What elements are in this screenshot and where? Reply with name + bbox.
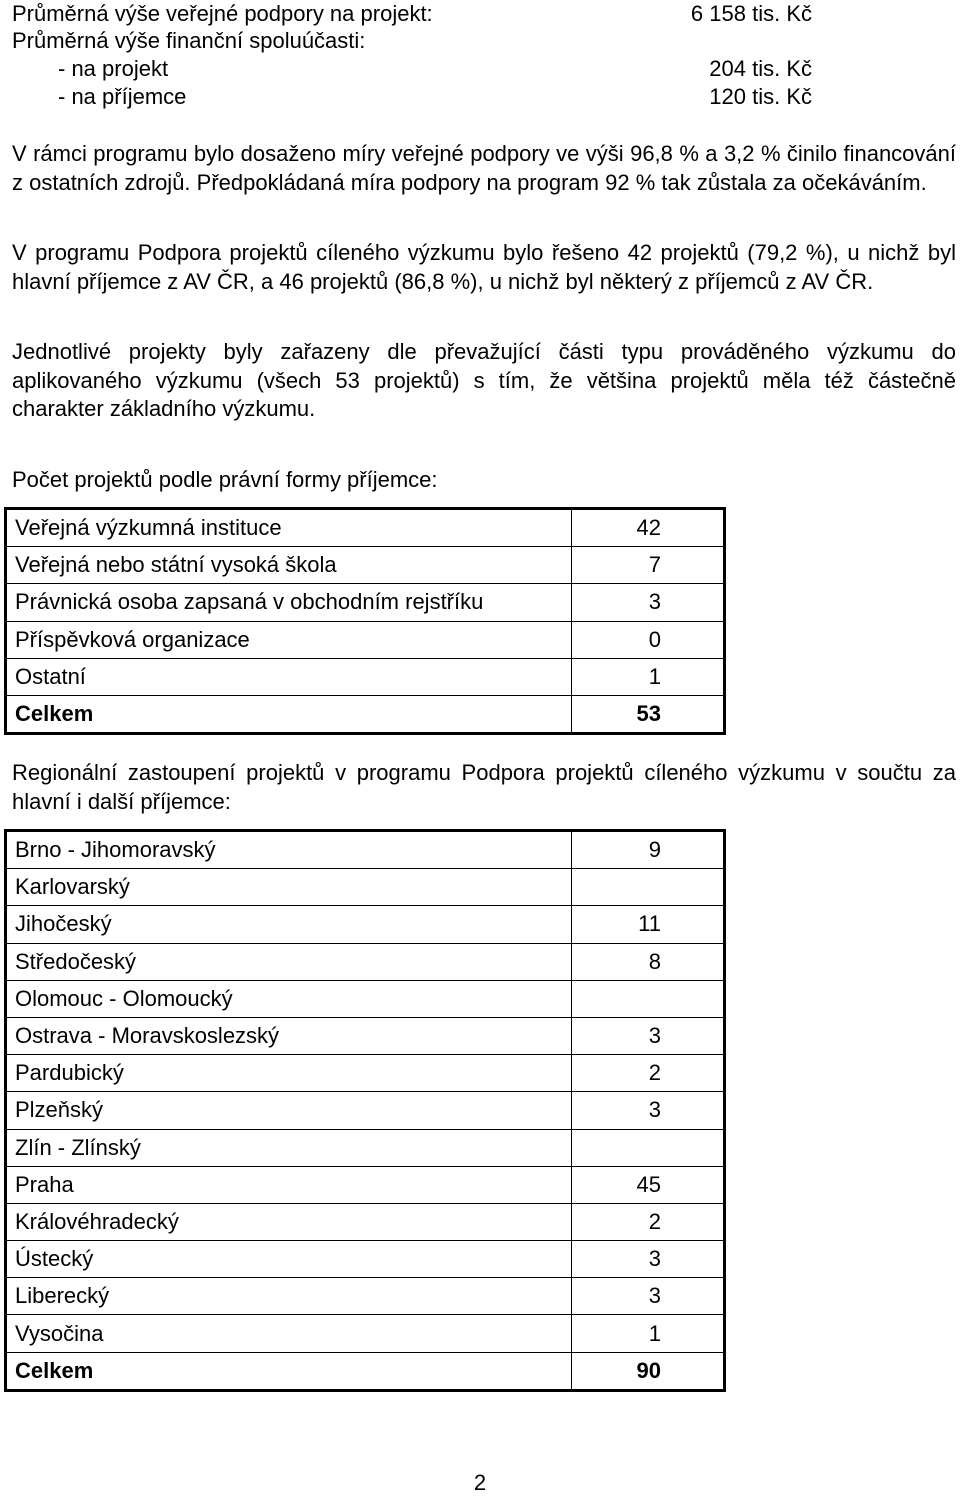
legal-form-table xyxy=(4,507,726,735)
paragraph-support-rate: V rámci programu bylo dosaženo míry veřejné podpory ve výši 96,8 % a 3,2 % činilo financování z ostatních zdrojů. Předpokládaná míra podpory na program 92 % tak zůstala za očekáváním. xyxy=(12,141,956,195)
table-row xyxy=(6,831,725,869)
paragraph-research-type: Jednotlivé projekty byly zařazeny dle převažující části typu prováděného výzkumu do aplikovaného výzkumu (všech 53 projektů) s tím, že většina projektů měla též částečně charakter základního výzkumu. xyxy=(12,339,956,421)
row-name: Ústecký xyxy=(6,1241,572,1278)
row-value: 45 xyxy=(572,1166,725,1203)
row-name: Jihočeský xyxy=(6,906,572,943)
table-total-row xyxy=(6,695,725,733)
row-value: 2 xyxy=(572,1203,725,1240)
row-value: 42 xyxy=(636,515,661,541)
row-name: Karlovarský xyxy=(6,869,572,906)
table-row xyxy=(6,1129,725,1166)
legal-form-caption: Počet projektů podle právní formy příjemce: xyxy=(12,467,438,492)
row-name: Liberecký xyxy=(6,1278,572,1315)
table-row xyxy=(6,621,725,658)
row-value xyxy=(572,980,725,1017)
row-value: 8 xyxy=(572,943,725,980)
row-name: Pardubický xyxy=(6,1055,572,1092)
total-value: 53 xyxy=(572,695,725,733)
row-name: Vysočina xyxy=(6,1315,572,1352)
summary-value: 204 tis. Kč xyxy=(709,56,812,81)
row-name: Veřejná výzkumná instituce xyxy=(6,509,572,547)
row-value: 1 xyxy=(572,1315,725,1352)
row-name: Plzeňský xyxy=(6,1092,572,1129)
row-value: 9 xyxy=(648,837,661,863)
summary-value: 6 158 tis. Kč xyxy=(690,1,812,26)
row-name: Právnická osoba zapsaná v obchodním rejstříku xyxy=(6,584,572,621)
row-value xyxy=(572,1129,725,1166)
row-name: Ostrava - Moravskoslezský xyxy=(6,1017,572,1054)
table-row xyxy=(6,943,725,980)
table-row xyxy=(6,584,725,621)
table-row xyxy=(6,1315,725,1352)
table-row xyxy=(6,1092,725,1129)
row-value: 3 xyxy=(572,584,725,621)
table-row xyxy=(6,1278,725,1315)
row-name: Praha xyxy=(6,1166,572,1203)
total-label: Celkem xyxy=(6,1352,572,1390)
paragraph-av-cr-projects: V programu Podpora projektů cíleného výzkumu bylo řešeno 42 projektů (79,2 %), u nichž byl hlavní příjemce z AV ČR, a 46 projektů (86,8 %), u nichž byl některý z příjemců z AV ČR. xyxy=(12,240,956,294)
summary-row-avg-support xyxy=(12,0,832,28)
summary-label: - na příjemce xyxy=(58,84,187,109)
summary-label: Průměrná výše veřejné podpory na projekt: xyxy=(12,1,433,26)
summary-label: Průměrná výše finanční spoluúčasti: xyxy=(12,28,366,53)
row-name: Příspěvková organizace xyxy=(6,621,572,658)
row-value: 3 xyxy=(572,1241,725,1278)
row-value: 7 xyxy=(572,547,725,584)
summary-label: - na projekt xyxy=(58,56,169,81)
row-name: Olomouc - Olomoucký xyxy=(6,980,572,1017)
row-value: 3 xyxy=(572,1278,725,1315)
row-name: Veřejná nebo státní vysoká škola xyxy=(6,547,572,584)
row-name: Středočeský xyxy=(6,943,572,980)
summary-row-per-recipient xyxy=(12,83,832,111)
row-value xyxy=(572,869,725,906)
table-row xyxy=(6,1017,725,1054)
page-number: 2 xyxy=(473,1470,487,1495)
row-value: 1 xyxy=(572,658,725,695)
summary-row-avg-cofinancing xyxy=(12,27,832,55)
row-value: 11 xyxy=(572,906,725,943)
table-row xyxy=(6,658,725,695)
table-row xyxy=(6,509,725,547)
row-value: 3 xyxy=(572,1017,725,1054)
total-label: Celkem xyxy=(6,695,572,733)
table-row xyxy=(6,869,725,906)
row-name: Královéhradecký xyxy=(6,1203,572,1240)
regional-caption: Regionální zastoupení projektů v programu Podpora projektů cíleného výzkumu v součtu za hlavní i další příjemce: xyxy=(12,760,956,814)
table-row xyxy=(6,1241,725,1278)
row-value: 3 xyxy=(572,1092,725,1129)
table-row xyxy=(6,1055,725,1092)
row-name: Ostatní xyxy=(6,658,572,695)
total-value: 90 xyxy=(572,1352,725,1390)
table-total-row xyxy=(6,1352,725,1390)
row-name: Brno - Jihomoravský xyxy=(6,831,572,869)
summary-row-per-project xyxy=(12,55,832,83)
table-row xyxy=(6,980,725,1017)
row-value: 0 xyxy=(572,621,725,658)
row-value: 2 xyxy=(572,1055,725,1092)
regional-table xyxy=(4,829,726,1392)
table-row xyxy=(6,547,725,584)
summary-value: 120 tis. Kč xyxy=(709,84,812,109)
row-name: Zlín - Zlínský xyxy=(6,1129,572,1166)
table-row xyxy=(6,906,725,943)
table-row xyxy=(6,1203,725,1240)
table-row xyxy=(6,1166,725,1203)
